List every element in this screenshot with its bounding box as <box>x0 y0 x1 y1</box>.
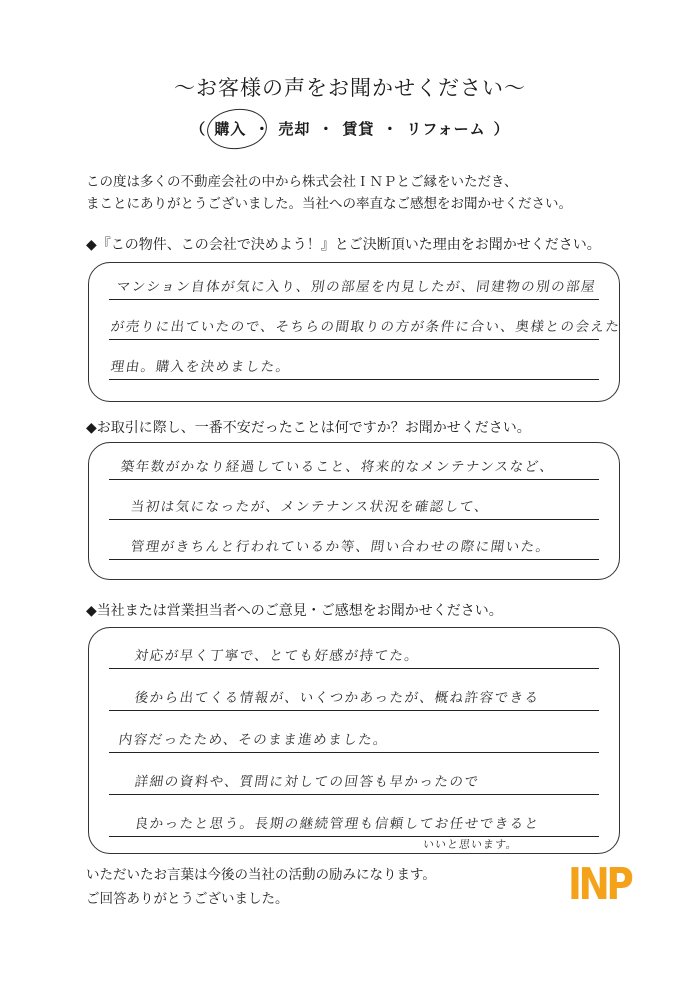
inp-logo <box>568 859 644 910</box>
answer-1-line-2: が売りに出ていたので、そちらの間取りの方が条件に合い、奥様との会えた <box>109 319 622 335</box>
paren-open: （ <box>190 120 207 138</box>
answer-1-line-1: マンション自体が気に入り、別の部屋を内見したが、同建物の別の部屋 <box>115 279 598 295</box>
question-2: ◆お取引に際し、一番不安だったことは何ですか？お聞かせください。 <box>86 420 531 436</box>
answer-box-2 <box>88 442 620 580</box>
answer-3-line-4: 詳細の資料や、質問に対しての回答も早かったので <box>133 774 481 790</box>
question-3: ◆当社または営業担当者へのご意見・ご感想をお聞かせください。 <box>86 603 503 619</box>
answer-3-line-1: 対応が早く丁寧で、とても好感が持てた。 <box>133 648 421 664</box>
answer-3-tail: いいと思います。 <box>422 838 519 851</box>
category-options: （ 購入 ・ 売却 ・ 賃貸 ・ リフォーム ） <box>190 120 510 138</box>
paren-close: ） <box>493 120 510 138</box>
answer-2-line-2: 当初は気になったが、メンテナンス状況を確認して、 <box>129 499 491 515</box>
category-purchase: 購入 <box>214 120 247 138</box>
page-title: 〜お客様の声をお聞かせください〜 <box>174 76 526 100</box>
selected-circle-mark <box>205 106 269 152</box>
question-1: ◆『この物件、この会社で決めよう！』とご決断頂いた理由をお聞かせください。 <box>86 237 601 253</box>
answer-1-line-3: 理由。購入を決めました。 <box>109 359 292 375</box>
category-rental: 賃貸 <box>342 120 375 138</box>
intro-text: この度は多くの不動産会社の中から株式会社ＩＮＰとご縁をいただき、 まことにありがとうございました。当社への率直なご感想をお聞かせください。 <box>86 174 572 212</box>
logo-text: INP <box>568 859 631 910</box>
answer-box-1 <box>88 262 620 402</box>
answer-2-line-3: 管理がきちんと行われているか等、問い合わせの際に聞いた。 <box>129 539 552 555</box>
answer-box-3 <box>88 627 620 854</box>
answer-2-line-1: 築年数がかなり経過していること、将来的なメンテナンスなど、 <box>119 459 556 475</box>
closing-text: いただいたお言葉は今後の当社の活動の励みになります。 ご回答ありがとうございました。 <box>86 867 436 907</box>
answer-3-line-3: 内容だったため、そのまま進めました。 <box>117 732 390 748</box>
category-sale: 売却 <box>278 120 311 138</box>
category-reform: リフォーム <box>406 120 486 138</box>
answer-3-line-2: 後から出てくる情報が、いくつかあったが、概ね許容できる <box>133 690 541 706</box>
answer-3-line-5: 良かったと思う。長期の継続管理も信頼してお任せできると <box>133 816 541 832</box>
